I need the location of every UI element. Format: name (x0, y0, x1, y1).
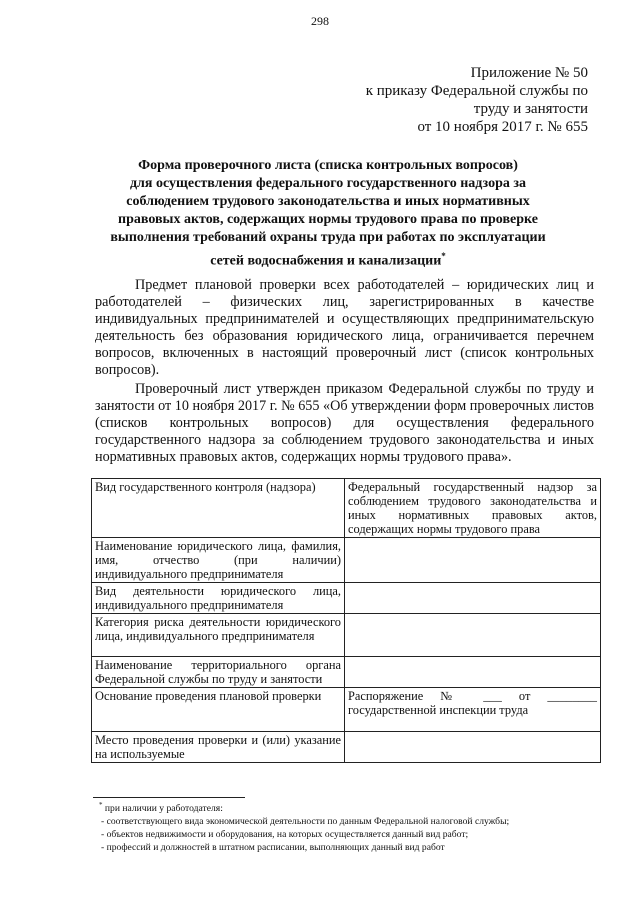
row-value-field[interactable] (345, 614, 601, 657)
footnote-divider (93, 797, 245, 798)
page-number: 298 (311, 14, 329, 28)
row-value-field[interactable] (345, 583, 601, 614)
footnote-mark: * (441, 251, 446, 261)
table-row (92, 614, 601, 657)
table-row (92, 732, 601, 763)
appendix-line: к приказу Федеральной службы по (365, 83, 588, 99)
row-value: Распоряжение № ___ от ________ государственной инспекции труда (345, 688, 601, 732)
footnote-item: - объектов недвижимости и оборудования, на которых осуществляется данный вид работ; (101, 829, 469, 841)
checklist-info-table (91, 478, 601, 763)
footnote-head (97, 799, 597, 815)
paragraph-subject: Предмет плановой проверки всех работодателей – юридических лиц и работодателей – физических лиц, зарегистрированных в качестве индивидуальных предпринимателей и осуществляющих предпринимательскую деятельность без образования юридического лица, ограничивается перечнем вопросов, включенных в настоящий проверочный лист (список контрольных вопросов). (95, 277, 594, 378)
table-row (92, 479, 601, 538)
appendix-line: Приложение № 50 (470, 65, 588, 81)
title-line: для осуществления федерального государственного надзора за (129, 176, 527, 191)
row-label: Наименование территориального органа Федеральной службы по труду и занятости (92, 657, 345, 688)
footnotes (97, 799, 597, 854)
table-row (92, 538, 601, 583)
row-label: Место проведения проверки и (или) указание на используемые (92, 732, 345, 763)
appendix-line: от 10 ноября 2017 г. № 655 (417, 119, 588, 135)
paragraph-approval: Проверочный лист утвержден приказом Федеральной службы по труду и занятости от 10 ноября 2017 г. № 655 «Об утверждении форм проверочных листов (списков контрольных вопросов) для осуществления федерального государственного надзора за соблюдением трудового законодательства и иных нормативных правовых актов, содержащих нормы трудового права». (95, 381, 594, 465)
title-line: правовых актов, содержащих нормы трудового права по проверке (118, 212, 538, 227)
row-value-field[interactable] (345, 538, 601, 583)
appendix-header (366, 64, 588, 136)
row-value-field[interactable] (345, 657, 601, 688)
title-line: сетей водоснабжения и канализации (210, 253, 442, 269)
table-row (92, 657, 601, 688)
footnote-item: - профессий и должностей в штатном расписании, выполняющих данный вид работ (101, 842, 445, 854)
table-row (92, 583, 601, 614)
table-row (92, 688, 601, 732)
title-line: соблюдением трудового законодательства и иных нормативных (126, 194, 530, 209)
row-label: Категория риска деятельности юридического лица, индивидуального предпринимателя (92, 614, 345, 657)
title-line-last (84, 247, 572, 271)
row-label: Вид государственного контроля (надзора) (92, 479, 345, 538)
title-line: Форма проверочного листа (списка контрольных вопросов) (138, 158, 518, 173)
row-value-field[interactable] (345, 732, 601, 763)
row-label: Вид деятельности юридического лица, индивидуального предпринимателя (92, 583, 345, 614)
footnote-head-text: при наличии у работодателя: (104, 803, 223, 815)
row-label: Наименование юридического лица, фамилия, имя, отчество (при наличии) индивидуального предпринимателя (92, 538, 345, 583)
footnote-mark: * (99, 801, 103, 809)
title-line: выполнения требований охраны труда при работах по эксплуатации (110, 230, 546, 245)
footnote-item: - соответствующего вида экономической деятельности по данным Федеральной налоговой службы; (101, 816, 510, 828)
document-title (84, 157, 572, 271)
appendix-line: труду и занятости (473, 101, 588, 117)
row-value: Федеральный государственный надзор за соблюдением трудового законодательства и иных нормативных правовых актов, содержащих нормы трудового права (345, 479, 601, 538)
row-label: Основание проведения плановой проверки (92, 688, 345, 732)
